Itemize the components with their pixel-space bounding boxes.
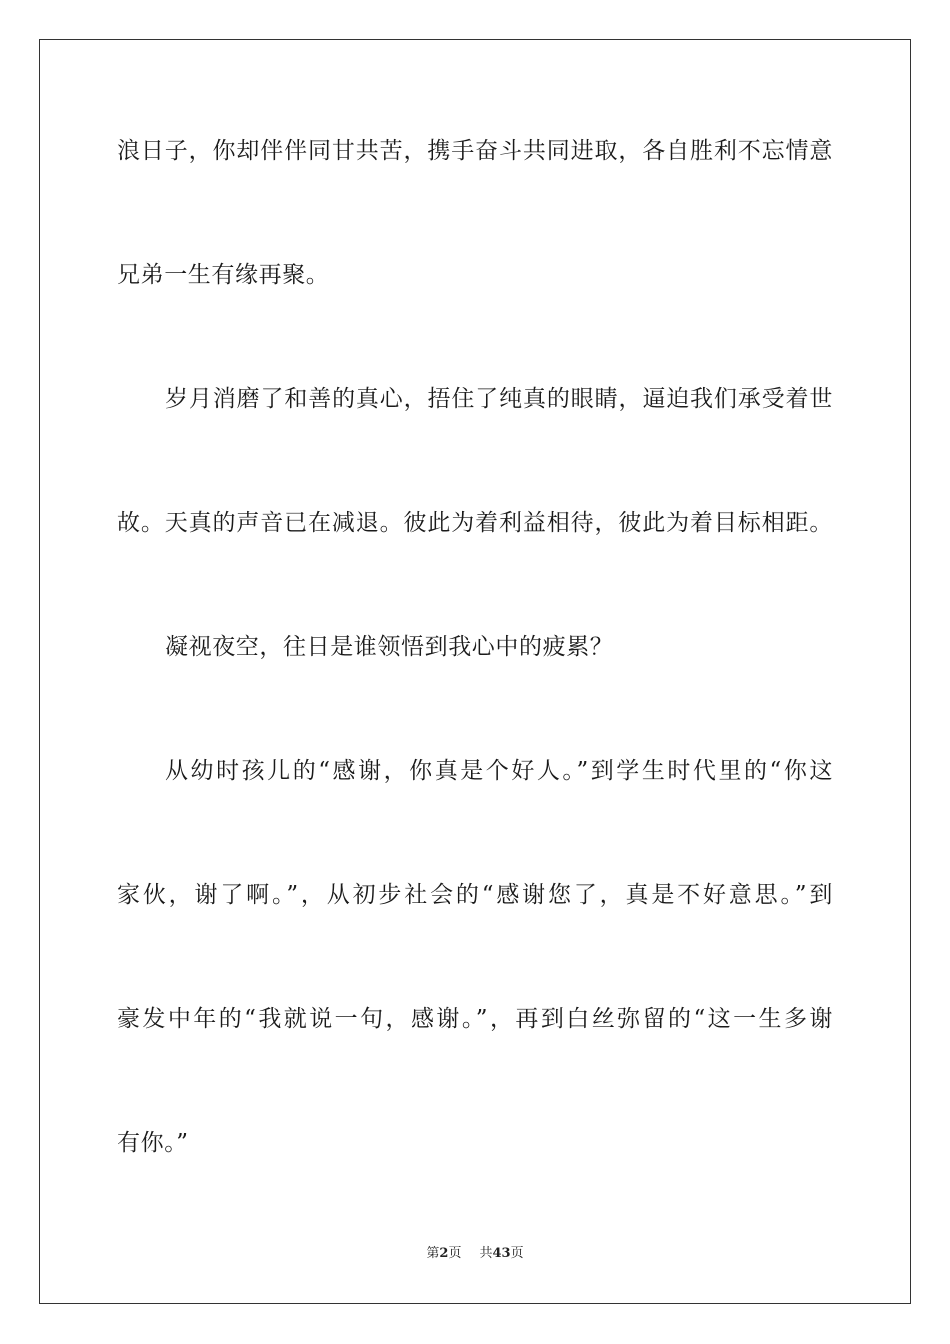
body-line-5: 凝视夜空，往日是谁领悟到我心中的疲累？: [165, 634, 614, 660]
footer-page-suffix: 页: [448, 1246, 462, 1261]
page-border: [39, 39, 911, 1304]
body-line-6: 从幼时孩儿的“感谢，你真是个好人。”到学生时代里的“你这: [165, 758, 833, 784]
footer-page-number: 2: [439, 1246, 449, 1261]
body-line-3: 岁月消磨了和善的真心，捂住了纯真的眼睛，逼迫我们承受着世: [165, 386, 833, 412]
body-line-1: 浪日子，你却伴伴同甘共苦，携手奋斗共同进取，各自胜利不忘情意: [117, 138, 833, 164]
footer-prefix: 第: [426, 1246, 440, 1261]
footer-total-pages: 43: [492, 1246, 511, 1261]
body-line-8: 豪发中年的“我就说一句，感谢。”，再到白丝弥留的“这一生多谢: [117, 1006, 833, 1032]
page-footer: [0, 1246, 950, 1262]
body-line-4: 故。天真的声音已在减退。彼此为着利益相待，彼此为着目标相距。: [117, 510, 833, 536]
footer-total-suffix: 页: [510, 1246, 524, 1261]
body-line-2: 兄弟一生有缘再聚。: [117, 262, 330, 288]
body-line-7: 家伙，谢了啊。”，从初步社会的“感谢您了，真是不好意思。”到: [117, 882, 833, 908]
body-line-9: 有你。”: [117, 1130, 189, 1156]
footer-total-prefix: 共: [479, 1246, 493, 1261]
